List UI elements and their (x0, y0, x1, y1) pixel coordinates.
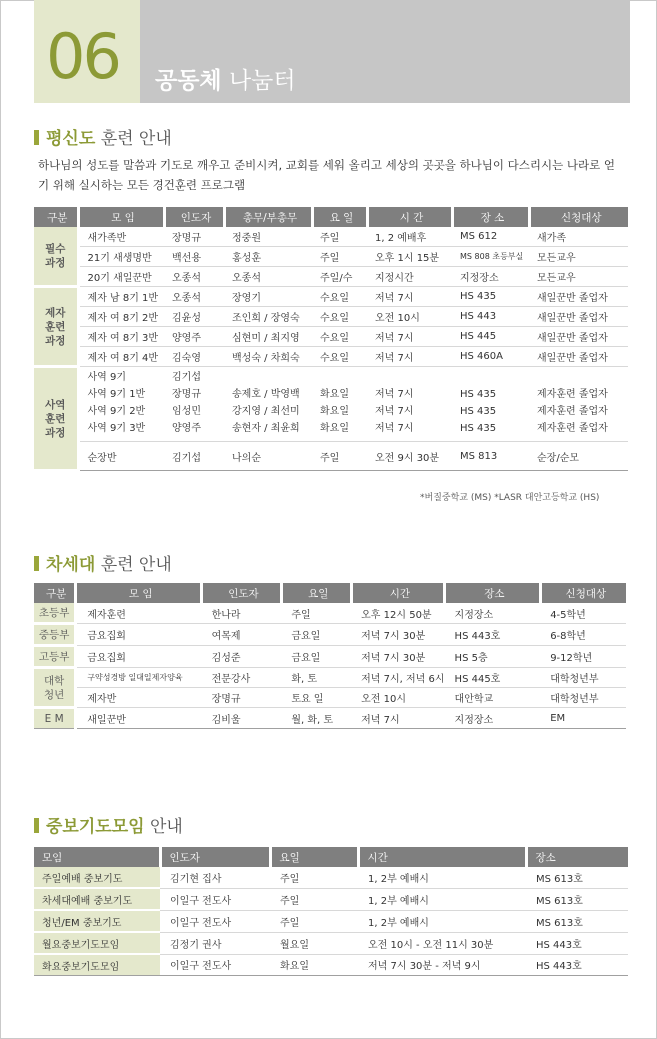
table-cell: 월, 화, 토 (281, 708, 351, 729)
table-cell: 저녁 7시 (367, 287, 452, 307)
table-cell: 모든교우 (529, 247, 628, 267)
table-cell: 심현미 / 최지영 (224, 327, 312, 347)
table-cell: HS 443 (452, 307, 529, 327)
table-cell: 주일 (312, 227, 367, 247)
table-cell: 대학청년부 (540, 688, 626, 708)
table-cell: 제자 여 8기 4반 (78, 347, 164, 367)
column-header: 총무/부총무 (224, 207, 312, 227)
table-cell: 김윤성 (164, 307, 224, 327)
table-cell: MS 613호 (526, 888, 628, 910)
table-cell: MS 813 (452, 442, 529, 471)
table-cell: 한나라 (202, 603, 282, 624)
table-cell: 저녁 7시 (351, 708, 444, 729)
table-cell: 오전 10시 (367, 307, 452, 327)
table-cell: HS 435 HS 435 HS 435 (452, 367, 529, 442)
table-cell: 주일 (270, 867, 358, 888)
table-cell: 사역 9기 사역 9기 1반 사역 9기 2반 사역 9기 3반 (78, 367, 164, 442)
table-cell: 주일 (312, 247, 367, 267)
table-cell: HS 460A (452, 347, 529, 367)
table-row (34, 307, 628, 327)
section-title-next-gen (34, 550, 172, 575)
meeting-name-cell: 주일예배 중보기도 (34, 867, 160, 888)
table-row (34, 327, 628, 347)
category-cell: 대학 청년 (34, 668, 76, 708)
section-bar-icon (34, 130, 39, 145)
category-cell: 고등부 (34, 646, 76, 668)
column-header: 요일 (270, 847, 358, 867)
section-title-light: 훈련 안내 (100, 129, 172, 149)
table-cell: 장명규 (202, 688, 282, 708)
table-cell: 백성숙 / 차희숙 (224, 347, 312, 367)
table-cell: 김성준 (202, 646, 282, 668)
table-cell: 지정시간 (367, 267, 452, 287)
table-cell: 금요일 (281, 624, 351, 646)
table-cell: 백선용 (164, 247, 224, 267)
column-header: 요일 (281, 583, 351, 603)
table-cell: 이일구 전도사 (160, 888, 270, 910)
table-cell: 금요집회 (76, 624, 202, 646)
table-cell: 김비울 (202, 708, 282, 729)
table-cell: 화요일 화요일 화요일 (312, 367, 367, 442)
table-cell: 주일/수 (312, 267, 367, 287)
table-cell: HS 5층 (445, 646, 541, 668)
table-cell: 저녁 7시 저녁 7시 저녁 7시 (367, 367, 452, 442)
table-cell: 저녁 7시 (367, 347, 452, 367)
table-cell: 모든교우 (529, 267, 628, 287)
table-cell: 화, 토 (281, 668, 351, 688)
table-row (34, 624, 626, 646)
table-cell: 금요집회 (76, 646, 202, 668)
table-cell: HS 445호 (445, 668, 541, 688)
table-cell: 새일꾼반 졸업자 (529, 327, 628, 347)
table-cell: 주일 (270, 910, 358, 932)
column-header: 장 소 (452, 207, 529, 227)
table-cell: 나의순 (224, 442, 312, 471)
table-cell: 대안학교 (445, 688, 541, 708)
next-gen-table (34, 583, 626, 729)
chapter-number: 06 (46, 20, 119, 93)
column-header: 신청대상 (540, 583, 626, 603)
table-cell: 1, 2부 예배시 (358, 910, 526, 932)
lay-training-table (34, 207, 628, 472)
meeting-name-cell: 화요중보기도모임 (34, 954, 160, 976)
category-cell: 중등부 (34, 624, 76, 646)
category-cell: 필수 과정 (34, 227, 78, 287)
section-intro: 하나님의 성도를 말씀과 기도로 깨우고 준비시켜, 교회를 세워 올리고 세상의 곳곳을 하나님이 다스리시는 나라로 얻기 위해 실시하는 모든 경건훈련 프로그램 (38, 158, 615, 192)
table-cell: MS 613호 (526, 867, 628, 888)
table-cell: 오전 10시 (351, 688, 444, 708)
column-header: 요 일 (312, 207, 367, 227)
table-row (34, 347, 628, 367)
section-title-prayer (34, 812, 183, 837)
table-cell: 수요일 (312, 307, 367, 327)
table-cell: 20기 새일꾼반 (78, 267, 164, 287)
table-cell: 제자 여 8기 3반 (78, 327, 164, 347)
table-cell: 1, 2부 예배시 (358, 888, 526, 910)
section-title-bold: 중보기도모임 (46, 817, 145, 837)
table-cell: 김정기 권사 (160, 932, 270, 954)
table-cell: 새가족 (529, 227, 628, 247)
table-cell: 새가족반 (78, 227, 164, 247)
table-row (34, 708, 626, 729)
table-row (34, 227, 628, 247)
chapter-title-light: 나눔터 (228, 68, 296, 94)
column-header: 모 임 (78, 207, 164, 227)
table-cell: 금요일 (281, 646, 351, 668)
table-cell: 제자 여 8기 2반 (78, 307, 164, 327)
chapter-title (155, 62, 296, 95)
section-title-lay-training (34, 124, 172, 149)
table-cell: 전문강사 (202, 668, 282, 688)
table-cell: 21기 새생명반 (78, 247, 164, 267)
table-cell: HS 435 (452, 287, 529, 307)
table-cell: 새일꾼반 졸업자 (529, 347, 628, 367)
table-cell: 6-8학년 (540, 624, 626, 646)
table-cell: 오전 9시 30분 (367, 442, 452, 471)
table-cell: 오후 12시 50분 (351, 603, 444, 624)
table-cell: 순장반 (78, 442, 164, 471)
location-footnote: *버질중학교 (MS) *LASR 대안고등학교 (HS) (420, 493, 600, 503)
table-row (34, 954, 628, 976)
meeting-name-cell: 청년/EM 중보기도 (34, 910, 160, 932)
column-header: 인도자 (160, 847, 270, 867)
category-cell: 초등부 (34, 603, 76, 624)
table-cell: MS 612 (452, 227, 529, 247)
table-cell: 9-12학년 (540, 646, 626, 668)
table-cell: 토요 일 (281, 688, 351, 708)
table-cell: 수요일 (312, 347, 367, 367)
category-cell: 제자 훈련 과정 (34, 287, 78, 367)
table-cell: 4-5학년 (540, 603, 626, 624)
table-cell: 오종석 (164, 287, 224, 307)
table-row (34, 888, 628, 910)
table-cell: 장영기 (224, 287, 312, 307)
table-cell: 제자훈련 (76, 603, 202, 624)
category-cell: E M (34, 708, 76, 729)
chapter-number-box (34, 0, 140, 103)
table-cell: HS 445 (452, 327, 529, 347)
column-header: 시 간 (367, 207, 452, 227)
table-cell: 장명규 (164, 227, 224, 247)
table-cell: MS 613호 (526, 910, 628, 932)
table-row (34, 247, 628, 267)
table-cell: 수요일 (312, 327, 367, 347)
table-cell: 주일 (281, 603, 351, 624)
table-row (34, 910, 628, 932)
table-cell: 이일구 전도사 (160, 910, 270, 932)
table-cell: 조인희 / 장영숙 (224, 307, 312, 327)
table-cell: 이일구 전도사 (160, 954, 270, 976)
table-cell: 홍성훈 (224, 247, 312, 267)
table-cell: 저녁 7시, 저녁 6시 (351, 668, 444, 688)
section-bar-icon (34, 818, 39, 833)
table-cell: 저녁 7시 (367, 327, 452, 347)
column-header: 장소 (526, 847, 628, 867)
table-cell: HS 443호 (526, 954, 628, 976)
table-cell: 저녁 7시 30분 (351, 624, 444, 646)
category-cell: 사역 훈련 과정 (34, 367, 78, 471)
table-row (34, 267, 628, 287)
table-row (34, 367, 628, 442)
table-cell: 새일꾼반 (76, 708, 202, 729)
table-cell: 저녁 7시 30분 (351, 646, 444, 668)
table-cell: 화요일 (270, 954, 358, 976)
table-cell: 김기현 집사 (160, 867, 270, 888)
table-cell: 저녁 7시 30분 - 저녁 9시 (358, 954, 526, 976)
column-header: 시간 (351, 583, 444, 603)
table-row (34, 287, 628, 307)
table-cell: 월요일 (270, 932, 358, 954)
table-cell: 제자 남 8기 1반 (78, 287, 164, 307)
section-title-light: 안내 (149, 817, 183, 837)
prayer-table (34, 847, 628, 976)
column-header: 장소 (445, 583, 541, 603)
table-cell: 새일꾼반 졸업자 (529, 307, 628, 327)
table-cell: 김기섭 (164, 442, 224, 471)
table-cell: 김기섭 장명규 임성민 양영주 (164, 367, 224, 442)
column-header: 구분 (34, 207, 78, 227)
table-cell: HS 443호 (445, 624, 541, 646)
table-cell: 수요일 (312, 287, 367, 307)
column-header: 모 임 (76, 583, 202, 603)
table-cell: 1, 2부 예배시 (358, 867, 526, 888)
table-cell: 주일 (312, 442, 367, 471)
table-cell: 양영주 (164, 327, 224, 347)
table-row (34, 668, 626, 688)
table-row (34, 867, 628, 888)
table-row (34, 603, 626, 624)
column-header: 인도자 (164, 207, 224, 227)
table-cell: 순장/순모 (529, 442, 628, 471)
table-cell: 새일꾼반 졸업자 (529, 287, 628, 307)
table-cell: 오종석 (224, 267, 312, 287)
table-cell: 송제호 / 박영백 강지영 / 최선미 송현자 / 최윤희 (224, 367, 312, 442)
table-cell: 제자반 (76, 688, 202, 708)
table-row (34, 646, 626, 668)
table-row (34, 442, 628, 471)
table-cell: 오종석 (164, 267, 224, 287)
table-cell: 김숙영 (164, 347, 224, 367)
chapter-title-bold: 공동체 (155, 68, 222, 94)
table-cell: HS 443호 (526, 932, 628, 954)
table-cell: 오후 1시 15분 (367, 247, 452, 267)
column-header: 신청대상 (529, 207, 628, 227)
table-row (34, 688, 626, 708)
table-cell: 정중원 (224, 227, 312, 247)
table-cell: 구약성경방 일대일제자양육 (76, 668, 202, 688)
table-cell: 오전 10시 - 오전 11시 30분 (358, 932, 526, 954)
table-cell: MS 808 초등부실 (452, 247, 529, 267)
table-cell: 지정장소 (445, 603, 541, 624)
section-title-bold: 평신도 (46, 129, 96, 149)
section-title-light: 훈련 안내 (100, 555, 172, 575)
column-header: 시간 (358, 847, 526, 867)
table-cell: 여목제 (202, 624, 282, 646)
table-row (34, 932, 628, 954)
section-title-bold: 차세대 (46, 555, 96, 575)
column-header: 모임 (34, 847, 160, 867)
column-header: 구분 (34, 583, 76, 603)
section-bar-icon (34, 556, 39, 571)
table-cell: 제자훈련 졸업자 제자훈련 졸업자 제자훈련 졸업자 (529, 367, 628, 442)
table-cell: 주일 (270, 888, 358, 910)
column-header: 인도자 (202, 583, 282, 603)
table-cell: EM (540, 708, 626, 729)
table-cell: 지정장소 (445, 708, 541, 729)
table-cell: 대학청년부 (540, 668, 626, 688)
meeting-name-cell: 월요중보기도모임 (34, 932, 160, 954)
table-cell: 1, 2 예배후 (367, 227, 452, 247)
table-cell: 지정장소 (452, 267, 529, 287)
meeting-name-cell: 차세대예배 중보기도 (34, 888, 160, 910)
